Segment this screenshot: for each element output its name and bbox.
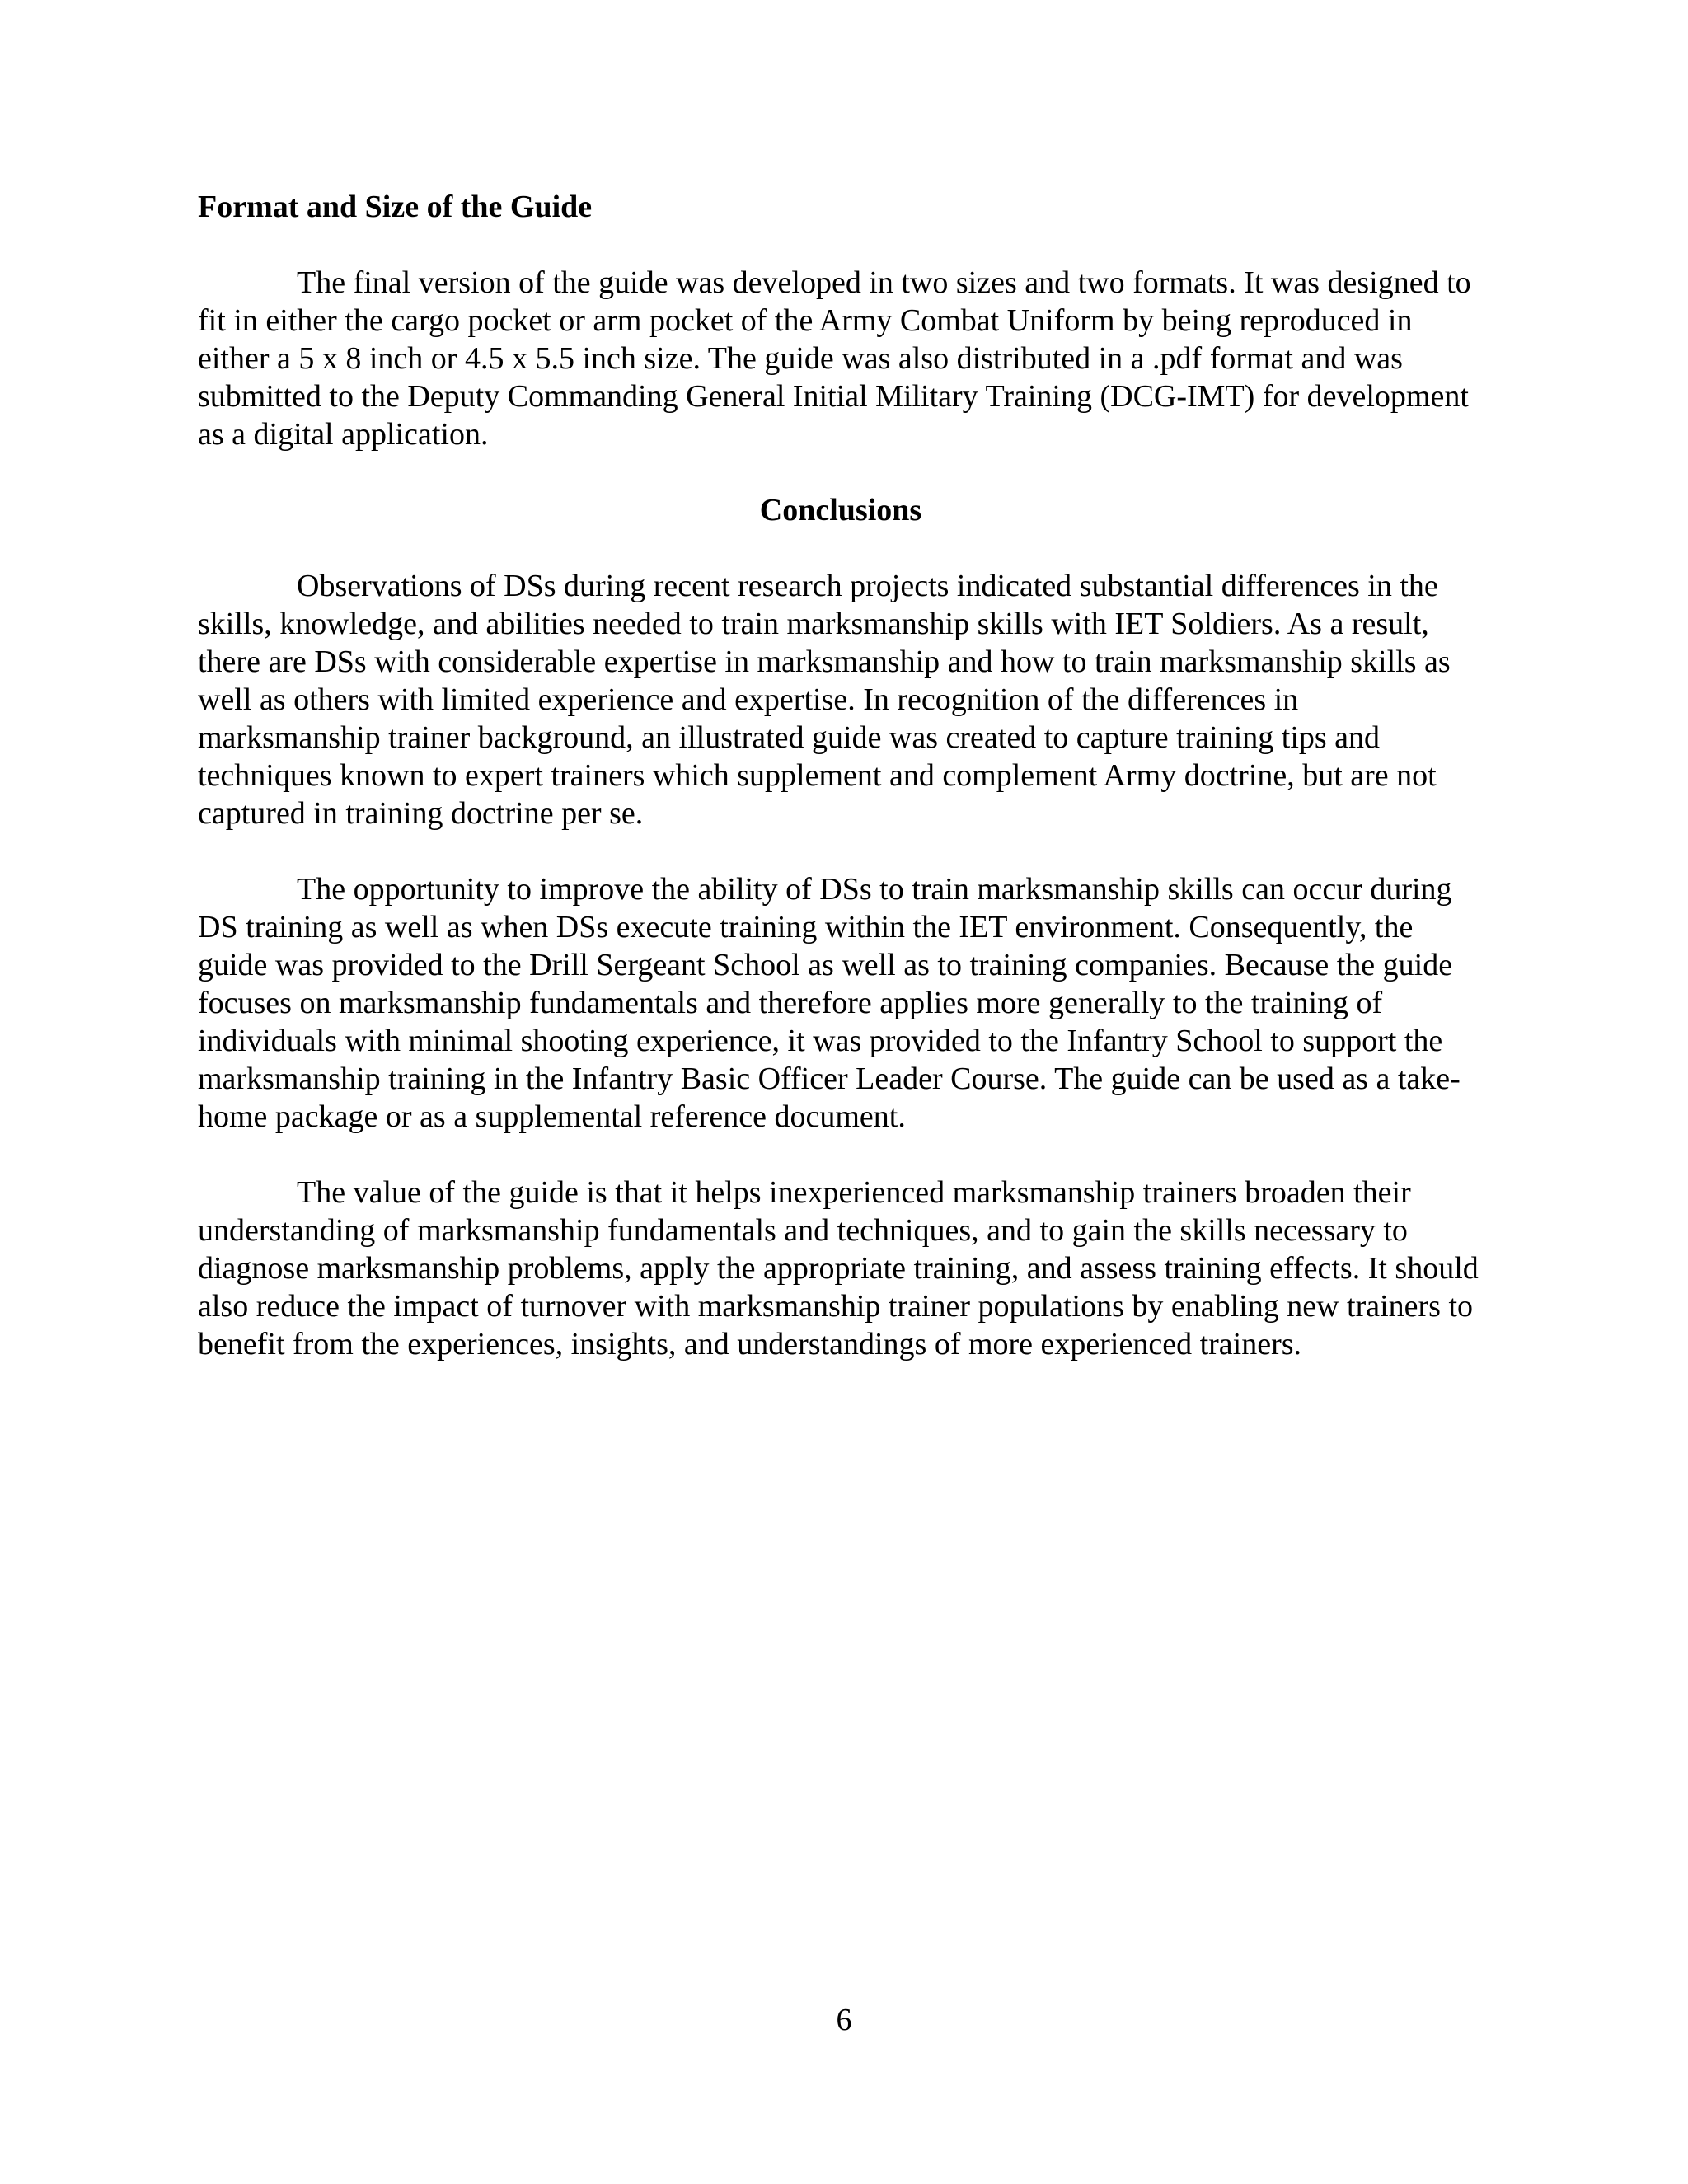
paragraph-format-and-size: The final version of the guide was developed in two sizes and two formats. It was designed to fit in either the cargo pocket or arm pocket of the Army Combat Uniform by being reproduced in either a 5 x 8 inch or 4.5 x 5.5 inch size. The guide was also distributed in a .pdf format and was submitted to the Deputy Commanding General Initial Military Training (DCG-IMT) for development as a digital application. [198,265,1471,452]
document-page [198,188,1484,1401]
paragraph-conclusions-1: Observations of DSs during recent research projects indicated substantial differences in the skills, knowledge, and abilities needed to train marksmanship skills with IET Soldiers. As a result, there are DSs with considerable expertise in marksmanship and how to train marksmanship skills as well as others with limited experience and expertise. In recognition of the differences in marksmanship trainer background, an illustrated guide was created to capture training tips and techniques known to expert trainers which supplement and complement Army doctrine, but are not captured in training doctrine per se. [198,569,1451,831]
section-heading-conclusions: Conclusions [759,493,922,527]
page-number: 6 [836,2003,852,2037]
paragraph-conclusions-2: The opportunity to improve the ability of DSs to train marksmanship skills can occur during DS training as well as when DSs execute training within the IET environment. Consequently, the guide was provided to the Drill Sergeant School as well as to training companies. Because the guide focuses on marksmanship fundamentals and therefore applies more generally to the training of individuals with minimal shooting experience, it was provided to the Infantry School to support the marksmanship training in the Infantry Basic Officer Leader Course. The guide can be used as a take-home package or as a supplemental reference document. [198,872,1461,1134]
section-heading-format-and-size: Format and Size of the Guide [198,190,593,224]
paragraph-conclusions-3: The value of the guide is that it helps inexperienced marksmanship trainers broaden their understanding of marksmanship fundamentals and techniques, and to gain the skills necessary to diagnose marksmanship problems, apply the appropriate training, and assess training effects. It should also reduce the impact of turnover with marksmanship trainer populations by enabling new trainers to benefit from the experiences, insights, and understandings of more experienced trainers. [198,1175,1479,1361]
